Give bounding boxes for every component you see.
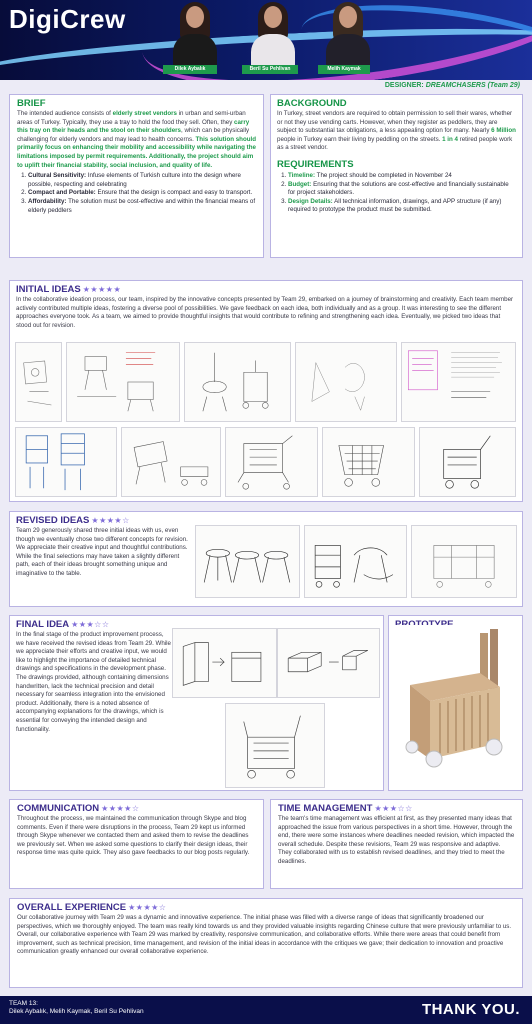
time-management-panel (270, 799, 523, 889)
sketch-image (295, 342, 397, 422)
sketch-image (172, 628, 277, 698)
rating-stars: ★★★★★ (82, 285, 122, 294)
logo: DigiCrew (9, 4, 126, 34)
sketch-image (401, 342, 516, 422)
overall-experience-text: Our collaborative journey with Team 29 was a dynamic and innovative experience. The initial phase was filled with a diverse range of ideas that significantly broadened our perspectives, which we thoroughly enjoyed. The team was really kind towards us and they provided valuable insights regarding Chinese culture that were previously unfamiliar to us. Overall, our collaborative experience with Team 29 was marked by creativity, responsive communication, and collaborative efforts. While there were areas that could benefit from improvement, such as technical precision, time management, and revision of the initial ideas in accordance with the critiques we gave; their dedication to innovation and proactive communication greatly enhanced our overall collaborative experience. (17, 914, 512, 956)
avatar (243, 2, 303, 72)
member-name: Dilek Aybalık (163, 65, 217, 74)
rating-stars: ★★★☆☆ (374, 804, 413, 813)
sketch-image (225, 427, 318, 497)
sketch-image (419, 427, 516, 497)
final-idea-text: In the final stage of the product improvement process, we have received the revised ideas from Team 29. While we appreciate their efforts and creative input, we would like to highlight the importance of detailed technical drawings and specifications in the development phase. The drawings provided, although containing dimensions handwritten, lack the technical precision and detail necessary for seamless integration into the envisioned product. Additionally, there is a noted absence of accompanying explanations for the drawings, which is essential for conveying the intended design and functionality. (16, 631, 171, 733)
member-name: Beril Su Pehlivan (242, 65, 298, 74)
brief-text: The intended audience consists of elderly street vendors in urban and semi-urban areas of Turkey. Typically, they use a tray to hold the food they sell. Often, they carry this tray on their heads and the stool on their shoulders, which can be physically challenging for elderly vendors and may lead to health concerns. This solution should primarily focus on enhancing their mobility and accessibility while navigating the limitations imposed by permit requirements. Additionally, the project should aim to uplift their financial stability, social inclusion, and quality of life. (17, 110, 257, 169)
brief-panel (9, 94, 264, 258)
sketch-image (411, 525, 517, 598)
member-name: Melih Kaymak (318, 65, 370, 74)
background-title: BACKGROUND (277, 98, 347, 109)
footer (0, 996, 532, 1024)
initial-ideas-text: In the collaborative ideation process, our team, inspired by the innovative concepts presented by Team 29, embarked on a journey of brainstorming and creativity. Each team member actively contributed multiple ideas, fostering a diverse pool of possibilities. We gave feedback on each idea, both individually and as a group. It was interesting to see the different approaches everyone took. As a team, we aimed to provide thoughtful insights that would contribute to refining and strengthening each idea. Eventually, we picked two ideas that stood out for revision. (16, 296, 514, 329)
background-text: In Turkey, street vendors are required to obtain permission to sell their wares, whether or not they use vending carts. However, when they register as peddlers, they are subject to substantial tax obligations, a less appealing option for many. Nearly 6 Million people in Turkey earn their living by peddling on the streets. 1 in 4 retired people work as a street vendor. (277, 110, 516, 152)
initial-ideas-title: INITIAL IDEAS ★★★★★ (16, 284, 122, 295)
rating-stars: ★★★★☆ (128, 903, 167, 912)
requirements-title: REQUIREMENTS (277, 158, 354, 170)
sketch-image (15, 342, 62, 422)
background-panel (270, 94, 523, 258)
rating-stars: ★★★☆☆ (71, 620, 110, 629)
designer-line: DESIGNER: DREAMCHASERS (Team 29) (384, 82, 520, 89)
rating-stars: ★★★★☆ (101, 804, 140, 813)
thank-you-text: THANK YOU. (421, 1001, 520, 1018)
sketch-image (304, 525, 407, 598)
revised-ideas-text: Team 29 generously shared three initial ideas with us, even though we eventually chose two different concepts for revision. We appreciate their creative input and thoughtful contributions. While the final selections may have taken a slightly different path, each of their ideas brought something unique and imaginative to the table. (16, 527, 188, 577)
rating-stars: ★★★★☆ (91, 516, 130, 525)
sketch-image (15, 427, 117, 497)
requirements-list: 1. Timeline: The project should be completed in November 24 2. Budget: Ensuring that the solutions are cost-effective and financially sustainable for project stakeholders. 3. Design Details: All technical information, drawings, and APP structure (if any) required to prototype the product must be submitted. (277, 172, 516, 215)
time-management-text: The team's time management was efficient at first, as they presented many ideas that approached the issue from various perspectives in a short time. However, through the end, there were some instances where deadlines needed revision, which impacted the overall schedule. Despite these revisions, Team 29 was responsive and adaptive. They collaborated with us to establish revised deadlines, and they tried to meet the deadlines. (278, 815, 515, 865)
final-idea-title: FINAL IDEA ★★★☆☆ (16, 619, 110, 630)
sketch-image (225, 703, 325, 788)
avatar (318, 2, 378, 72)
brief-title: BRIEF (17, 98, 46, 109)
communication-text: Throughout the process, we maintained the communication through Skype and blog comments. Even if there were disruptions in the process, Team 29 kept us informed through Skype whenever we contacted them and asked them to revise the deadlines we previously set. When we asked some questions to clarify their design ideas, their response time was quite quick. They also gave feedbacks to our blog posts regularly. (17, 815, 250, 857)
time-management-title: TIME MANAGEMENT ★★★☆☆ (278, 803, 413, 814)
overall-experience-panel (9, 898, 523, 988)
sketch-image (277, 628, 380, 698)
header-banner (0, 0, 532, 80)
sketch-image (195, 525, 300, 598)
communication-title: COMMUNICATION ★★★★☆ (17, 803, 140, 814)
brief-list: 1. Cultural Sensitivity: Infuse elements of Turkish culture into the design where possible, respecting and celebrating 2. Compact and Portable: Ensure that the design is compact and easy to transport. 3. Affordability: The solution must be cost-effective and within the financial means of elderly peddlers (17, 172, 256, 215)
overall-experience-title: OVERALL EXPERIENCE ★★★★☆ (17, 902, 167, 913)
revised-ideas-title: REVISED IDEAS ★★★★☆ (16, 515, 130, 526)
sketch-image (121, 427, 221, 497)
avatar (165, 2, 225, 72)
prototype-image (390, 625, 518, 773)
team-credits: TEAM 13: Dilek Aybalık, Melih Kaymak, Beril Su Pehlivan (9, 1000, 144, 1015)
sketch-image (322, 427, 415, 497)
communication-panel (9, 799, 264, 889)
sketch-image (66, 342, 180, 422)
sketch-image (184, 342, 291, 422)
